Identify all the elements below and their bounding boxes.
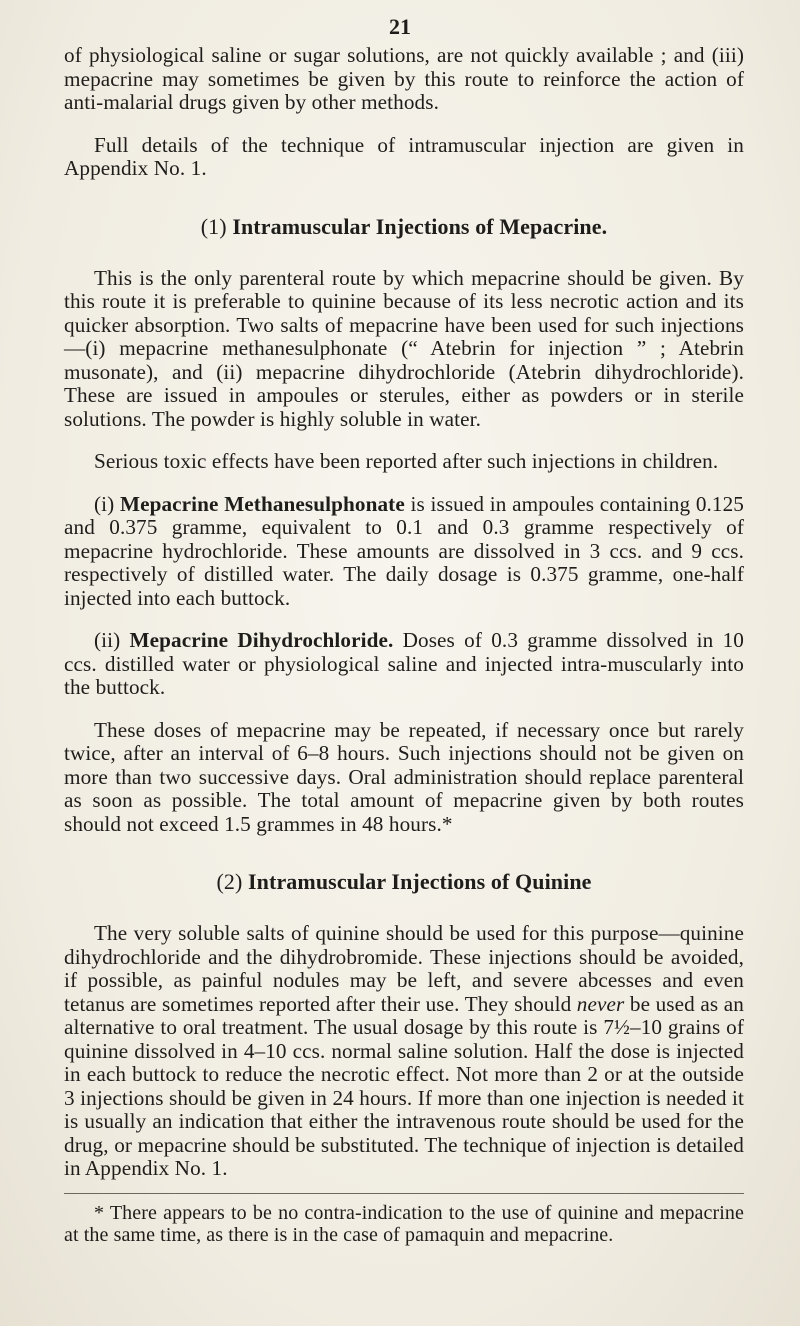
intro-paragraph-2: Full details of the technique of intramuscular injection are given in Appendix No. 1. xyxy=(64,132,744,180)
section-2-emphasis: never xyxy=(576,991,625,1016)
section-1-paragraph-1: This is the only parenteral route by which mepacrine should be given. By this route it is preferable to quinine because of its less necrotic action and its quicker absorption. Two salts of mepacrine have been used for such injections—(i) mepacrine methanesulphonate (“ Atebrin for injection ” ; Atebrin musonate), and (ii) mepacrine dihydrochloride (Atebrin dihydrochloride). These are issued in ampoules or sterules, either as powders or in sterile solutions. The powder is highly soluble in water. xyxy=(64,265,744,431)
section-1-heading xyxy=(64,215,744,239)
section-2-number: (2) xyxy=(216,869,243,894)
intro-paragraph-1: of physiological saline or sugar solutions, are not quickly available ; and (iii) mepacrine may sometimes be given by this route to reinforce the action of anti-malarial drugs given by other methods. xyxy=(64,43,744,114)
section-2-heading xyxy=(64,870,744,894)
item-1-text: is issued in ampoules containing 0.125 and 0.375 gramme, equivalent to 0.1 and 0.3 gramme respectively of mepacrine hydrochloride. These amounts are dissolved in 3 ccs. and 9 ccs. respectively of distilled water. The daily dosage is 0.375 gramme, one-half injected into each buttock. xyxy=(64,491,744,610)
section-1-item-1 xyxy=(64,493,744,611)
item-2-text: Doses of 0.3 gramme dissolved in 10 ccs. distilled water or physiological saline and injected intra-muscularly into the buttock. xyxy=(64,628,744,699)
item-2-term: Mepacrine Dihydrochloride. xyxy=(129,628,394,652)
item-2-label: (ii) xyxy=(94,628,121,652)
section-2-title: Intramuscular Injections of Quinine xyxy=(248,869,592,894)
section-2-text-b: be used as an alternative to oral treatment. The usual dosage by this route is 7½–10 grains of quinine dissolved in 4–10 ccs. normal saline solution. Half the dose is injected in each buttock to reduce the necrotic effect. Not more than 2 or at the outside 3 injections should be given in 24 hours. If more than one injection is needed it is usually an indication that either the intravenous route should be used for the drug, or mepacrine should be substituted. The technique of injection is detailed in Appendix No. 1. xyxy=(64,991,744,1180)
section-1-paragraph-2: Serious toxic effects have been reported after such injections in children. xyxy=(94,449,719,473)
item-1-term: Mepacrine Methanesulphonate xyxy=(119,491,405,516)
section-1-number: (1) xyxy=(200,213,227,239)
page-number: 21 xyxy=(389,14,411,39)
section-1-item-2 xyxy=(64,629,744,700)
section-1-paragraph-3: These doses of mepacrine may be repeated, if necessary once but rarely twice, after an interval of 6–8 hours. Such injections should not be given on more than two successive days. Oral administration should replace parenteral as soon as possible. The total amount of mepacrine given by both routes should not exceed 1.5 grammes in 48 hours.* xyxy=(64,717,744,836)
section-2-text-a: The very soluble salts of quinine should be used for this purpose—quinine dihydrochloride and the dihydrobromide. These injections should be avoided, if possible, as painful nodules may be left, and severe abcesses and even tetanus are sometimes reported after their use. They should xyxy=(64,921,744,1016)
section-2-paragraph xyxy=(64,922,744,1181)
section-1-title: Intramuscular Injections of Mepacrine. xyxy=(232,213,608,239)
footnote-divider xyxy=(64,1193,744,1194)
page-content xyxy=(64,44,744,1246)
footnote: * There appears to be no contra-indication to the use of quinine and mepacrine at the same time, as there is in the case of pamaquin and mepacrine. xyxy=(64,1201,744,1246)
item-1-label: (i) xyxy=(94,491,115,516)
